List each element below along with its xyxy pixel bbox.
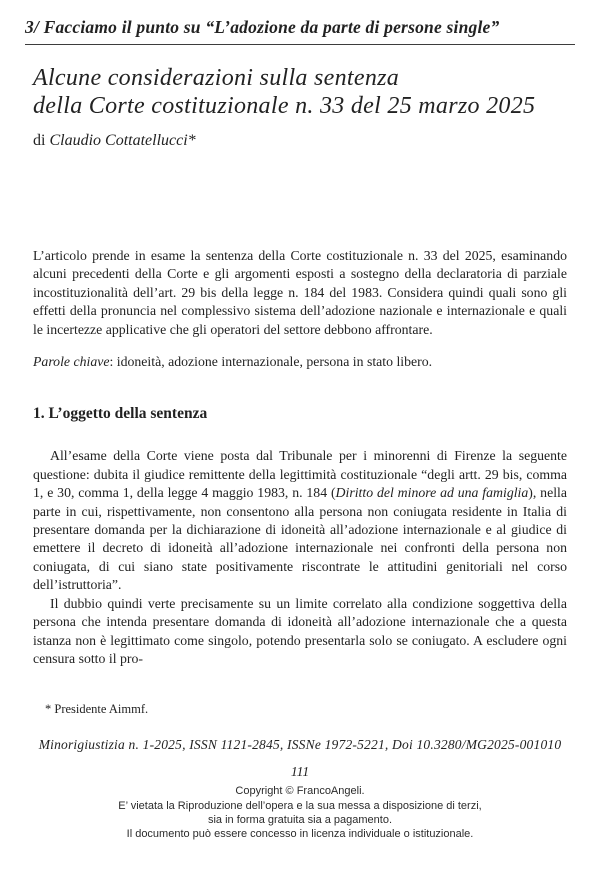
byline: [33, 131, 567, 150]
page-number: 111: [290, 764, 310, 780]
abstract: L’articolo prende in esame la sentenza della Corte costituzionale n. 33 del 2025, esaminando alcuni precedenti della Corte e gli argomenti esposti a sostegno della declaratoria di parziale incostituzionalità dell’art. 29 bis della legge n. 184 del 1983. Considera quindi quali sono gli effetti della pronuncia nel complessivo sistema dell’adozione nazionale e internazionale e quali le incertezze applicative che gli operatori del settore debbono affrontare.: [33, 248, 567, 337]
byline-prefix: di: [33, 132, 50, 149]
author-footnote: * Presidente Aimmf.: [45, 702, 149, 717]
article-title-line2: della Corte costituzionale n. 33 del 25 marzo 2025: [33, 92, 536, 119]
article-title-line1: Alcune considerazioni sulla sentenza: [33, 65, 400, 91]
keywords-line: [33, 353, 567, 371]
keywords-text: : idoneità, adozione internazionale, persona in stato libero.: [109, 354, 433, 370]
running-head: 3/ Facciamo il punto su “L’adozione da parte di persone single”: [25, 17, 575, 45]
copyright-line-1: Copyright © FrancoAngeli.: [235, 785, 365, 798]
copyright-block: [25, 784, 575, 841]
keywords-label: Parole chiave: [33, 354, 110, 370]
article-title: [33, 65, 567, 120]
author-name: Claudio Cottatellucci*: [49, 132, 196, 149]
para1-text-after: ), nella parte in cui, rispettivamente, non consentono alla persona non coniugata residente in Italia di presentare domanda per la dichiarazione di idoneità all’adozione internazionale e al giudice di emettere il decreto di idoneità all’adozione internazionale nei confronti della persona non coniugata, di cui siano state positivamente riscontrate le attitudini genitoriali nel corso dell’istruttoria”.: [33, 485, 567, 593]
journal-citation-line: Minorigiustizia n. 1-2025, ISSN 1121-2845, ISSNe 1972-5221, Doi 10.3280/MG2025-001010: [38, 737, 562, 753]
para1-text-before: All’esame della Corte viene posta dal Tribunale per i minorenni di Firenze la seguente questione: dubita il giudice remittente della legittimità costituzionale “degli artt. 29 bis, comma 1, e 30, comma 1, della legge 4 maggio 1983, n. 184 (: [33, 448, 567, 501]
copyright-line-3: sia in forma gratuita sia a pagamento.: [207, 813, 393, 826]
body-paragraph-2: Il dubbio quindi verte precisamente su un limite correlato alla condizione soggettiva della persona che intenda presentare domanda di idoneità all’adozione internazionale che a questa istanza non è legittimato come singolo, potendo presentarla solo se coniugato. A escludere ogni censura sotto il pro-: [33, 595, 567, 666]
copyright-line-4: Il documento può essere concesso in licenza individuale o istituzionale.: [126, 827, 474, 840]
section-heading: 1. L’oggetto della sentenza: [33, 405, 208, 423]
cited-law-title: Diritto del minore ad una famiglia: [335, 485, 529, 501]
copyright-line-2: E’ vietata la Riproduzione dell’opera e la sua messa a disposizione di terzi,: [118, 799, 482, 812]
body-paragraph-1: [33, 447, 567, 594]
